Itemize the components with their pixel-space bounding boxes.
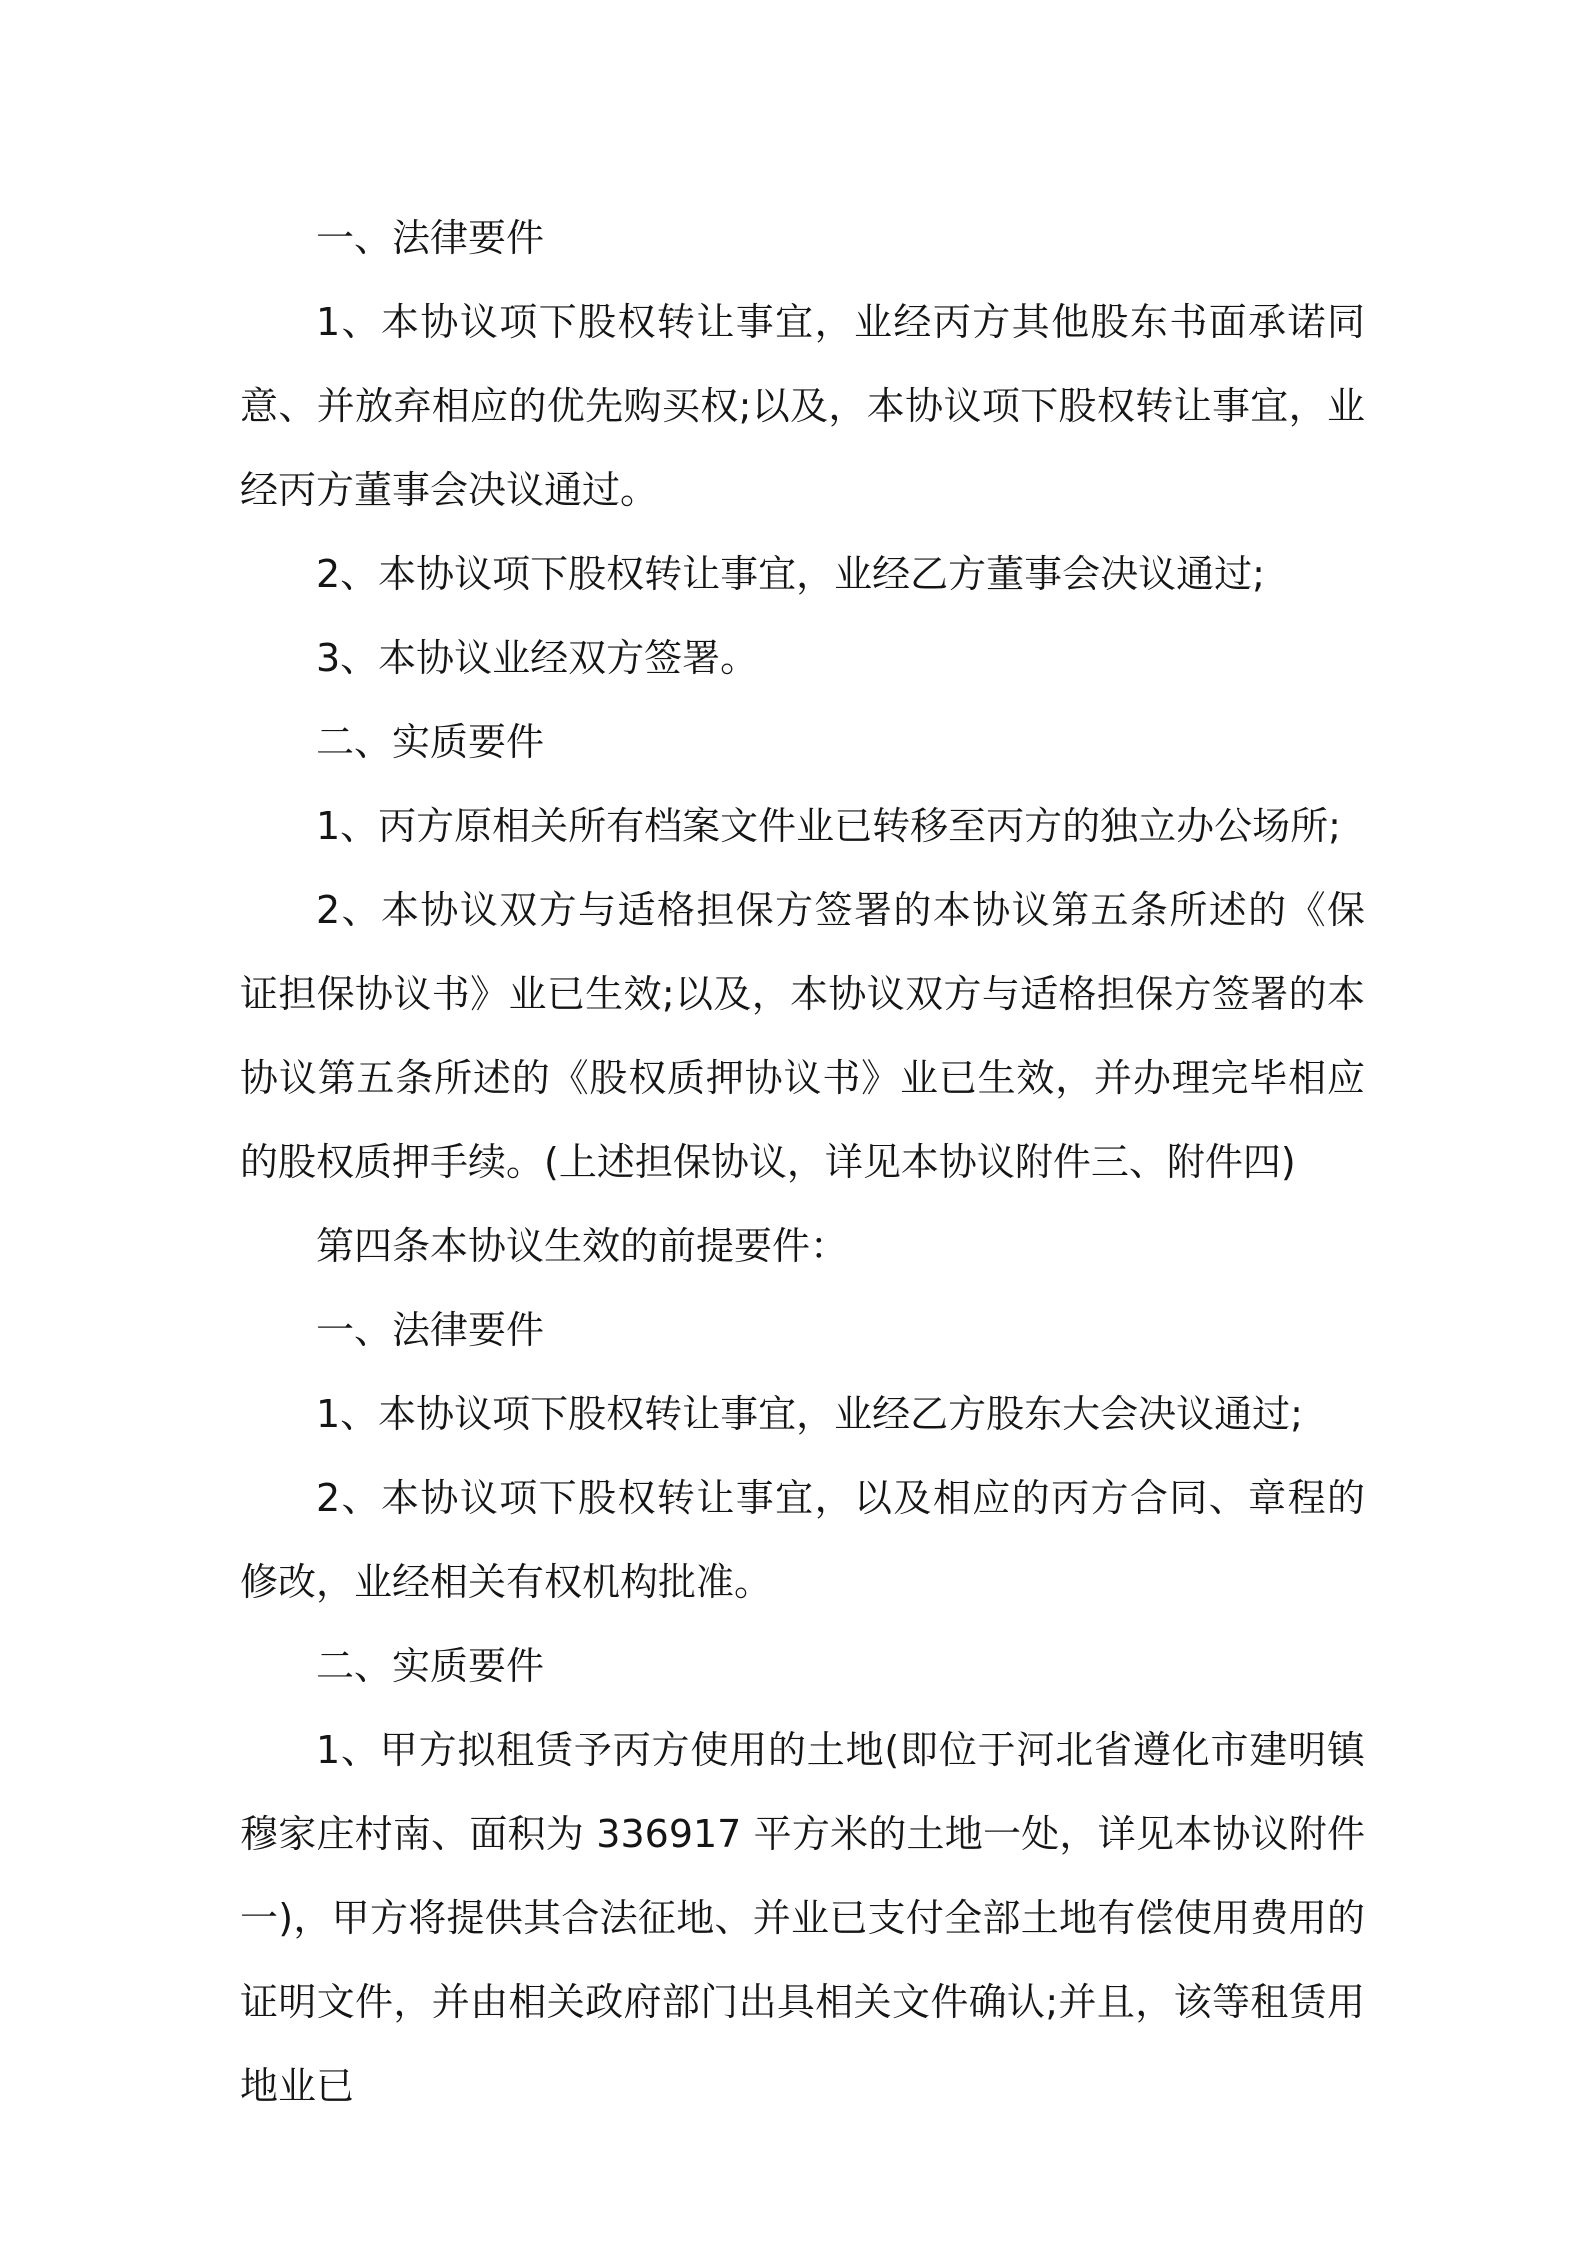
heading-legal-requirements-2: 一、法律要件 [316,1308,545,1352]
paragraph: 1、本协议项下股权转让事宜，业经乙方股东大会决议通过; [316,1392,1303,1436]
paragraph: 1、丙方原相关所有档案文件业已转移至丙方的独立办公场所; [316,804,1341,848]
heading-legal-requirements-1: 一、法律要件 [316,216,545,260]
paragraph: 3、本协议业经双方签署。 [316,636,759,680]
paragraph: 2、本协议项下股权转让事宜，以及相应的丙方合同、章程的修改，业经相关有权机构批准。 [240,1476,1365,1604]
document-body [240,196,1365,2128]
paragraph: 1、本协议项下股权转让事宜，业经丙方其他股东书面承诺同意、并放弃相应的优先购买权;以及，本协议项下股权转让事宜，业经丙方董事会决议通过。 [240,300,1365,512]
article-heading: 第四条本协议生效的前提要件： [316,1224,849,1268]
paragraph: 2、本协议项下股权转让事宜，业经乙方董事会决议通过; [316,552,1265,596]
heading-substantive-requirements-2: 二、实质要件 [316,1644,545,1688]
paragraph: 2、本协议双方与适格担保方签署的本协议第五条所述的《保证担保协议书》业已生效;以及，本协议双方与适格担保方签署的本协议第五条所述的《股权质押协议书》业已生效，并办理完毕相应的股权质押手续。(上述担保协议，详见本协议附件三、附件四) [240,888,1365,1184]
paragraph: 1、甲方拟租赁予丙方使用的土地(即位于河北省遵化市建明镇穆家庄村南、面积为 336917 平方米的土地一处，详见本协议附件一)，甲方将提供其合法征地、并业已支付全部土地有偿使用费用的证明文件，并由相关政府部门出具相关文件确认;并且，该等租赁用地业已 [240,1728,1365,2108]
heading-substantive-requirements-1: 二、实质要件 [316,720,545,764]
